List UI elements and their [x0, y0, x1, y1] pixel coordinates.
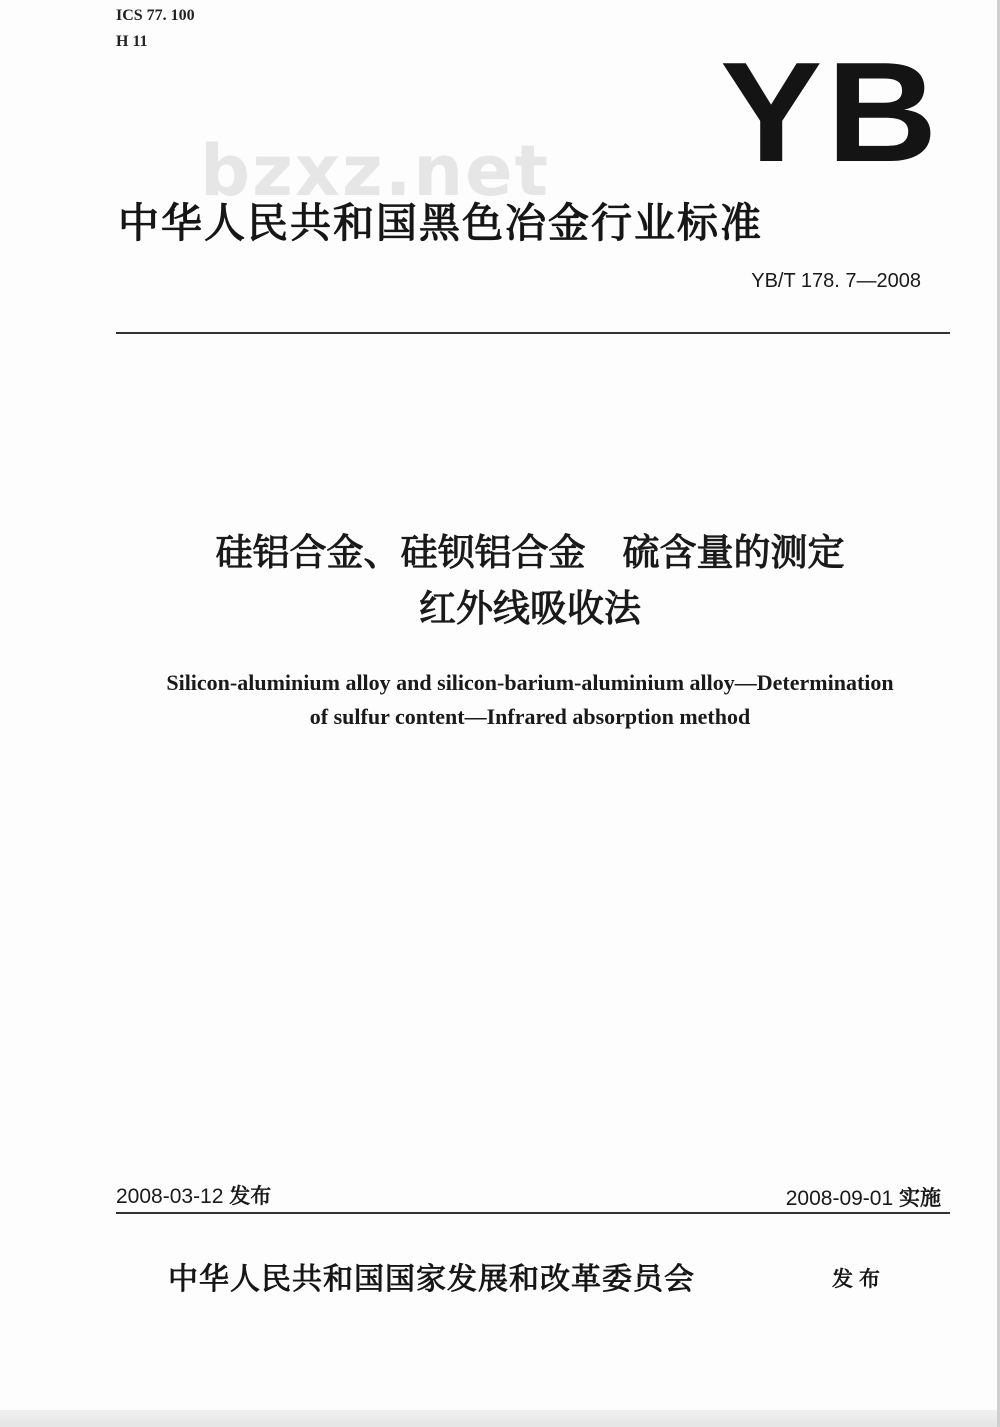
standard-number: YB/T 178. 7—2008 — [751, 270, 921, 292]
issue-date-value: 2008-03-12 — [116, 1185, 224, 1208]
chinese-title-line-1: 硅铝合金、硅钡铝合金 硫含量的测定 — [215, 531, 845, 574]
english-title-line-1: Silicon-aluminium alloy and silicon-barium-aluminium alloy—Determination — [166, 670, 894, 695]
issue-date — [116, 1180, 271, 1210]
english-title — [0, 666, 1000, 734]
ics-code: ICS 77. 100 — [116, 7, 195, 24]
implementation-label: 实施 — [899, 1186, 941, 1210]
publisher-name: 中华人民共和国国家发展和改革委员会 — [168, 1262, 695, 1297]
classification-codes — [116, 3, 195, 55]
yb-logo: YB — [720, 33, 942, 192]
chinese-title — [0, 525, 1000, 637]
english-title-line-2: of sulfur content—Infrared absorption method — [309, 704, 751, 729]
publisher-label: 发布 — [832, 1266, 886, 1291]
chinese-title-line-2: 红外线吸收法 — [419, 587, 641, 630]
industry-standard-title: 中华人民共和国黑色冶金行业标准 — [118, 199, 763, 247]
page-bottom-edge — [0, 1410, 1000, 1427]
top-divider — [116, 332, 950, 334]
issue-label: 发布 — [229, 1184, 272, 1208]
implementation-date — [786, 1182, 941, 1212]
implementation-date-value: 2008-09-01 — [785, 1187, 894, 1210]
watermark: bzxz.net — [200, 130, 551, 212]
bottom-divider — [116, 1212, 950, 1214]
ccs-code: H 11 — [116, 33, 148, 50]
